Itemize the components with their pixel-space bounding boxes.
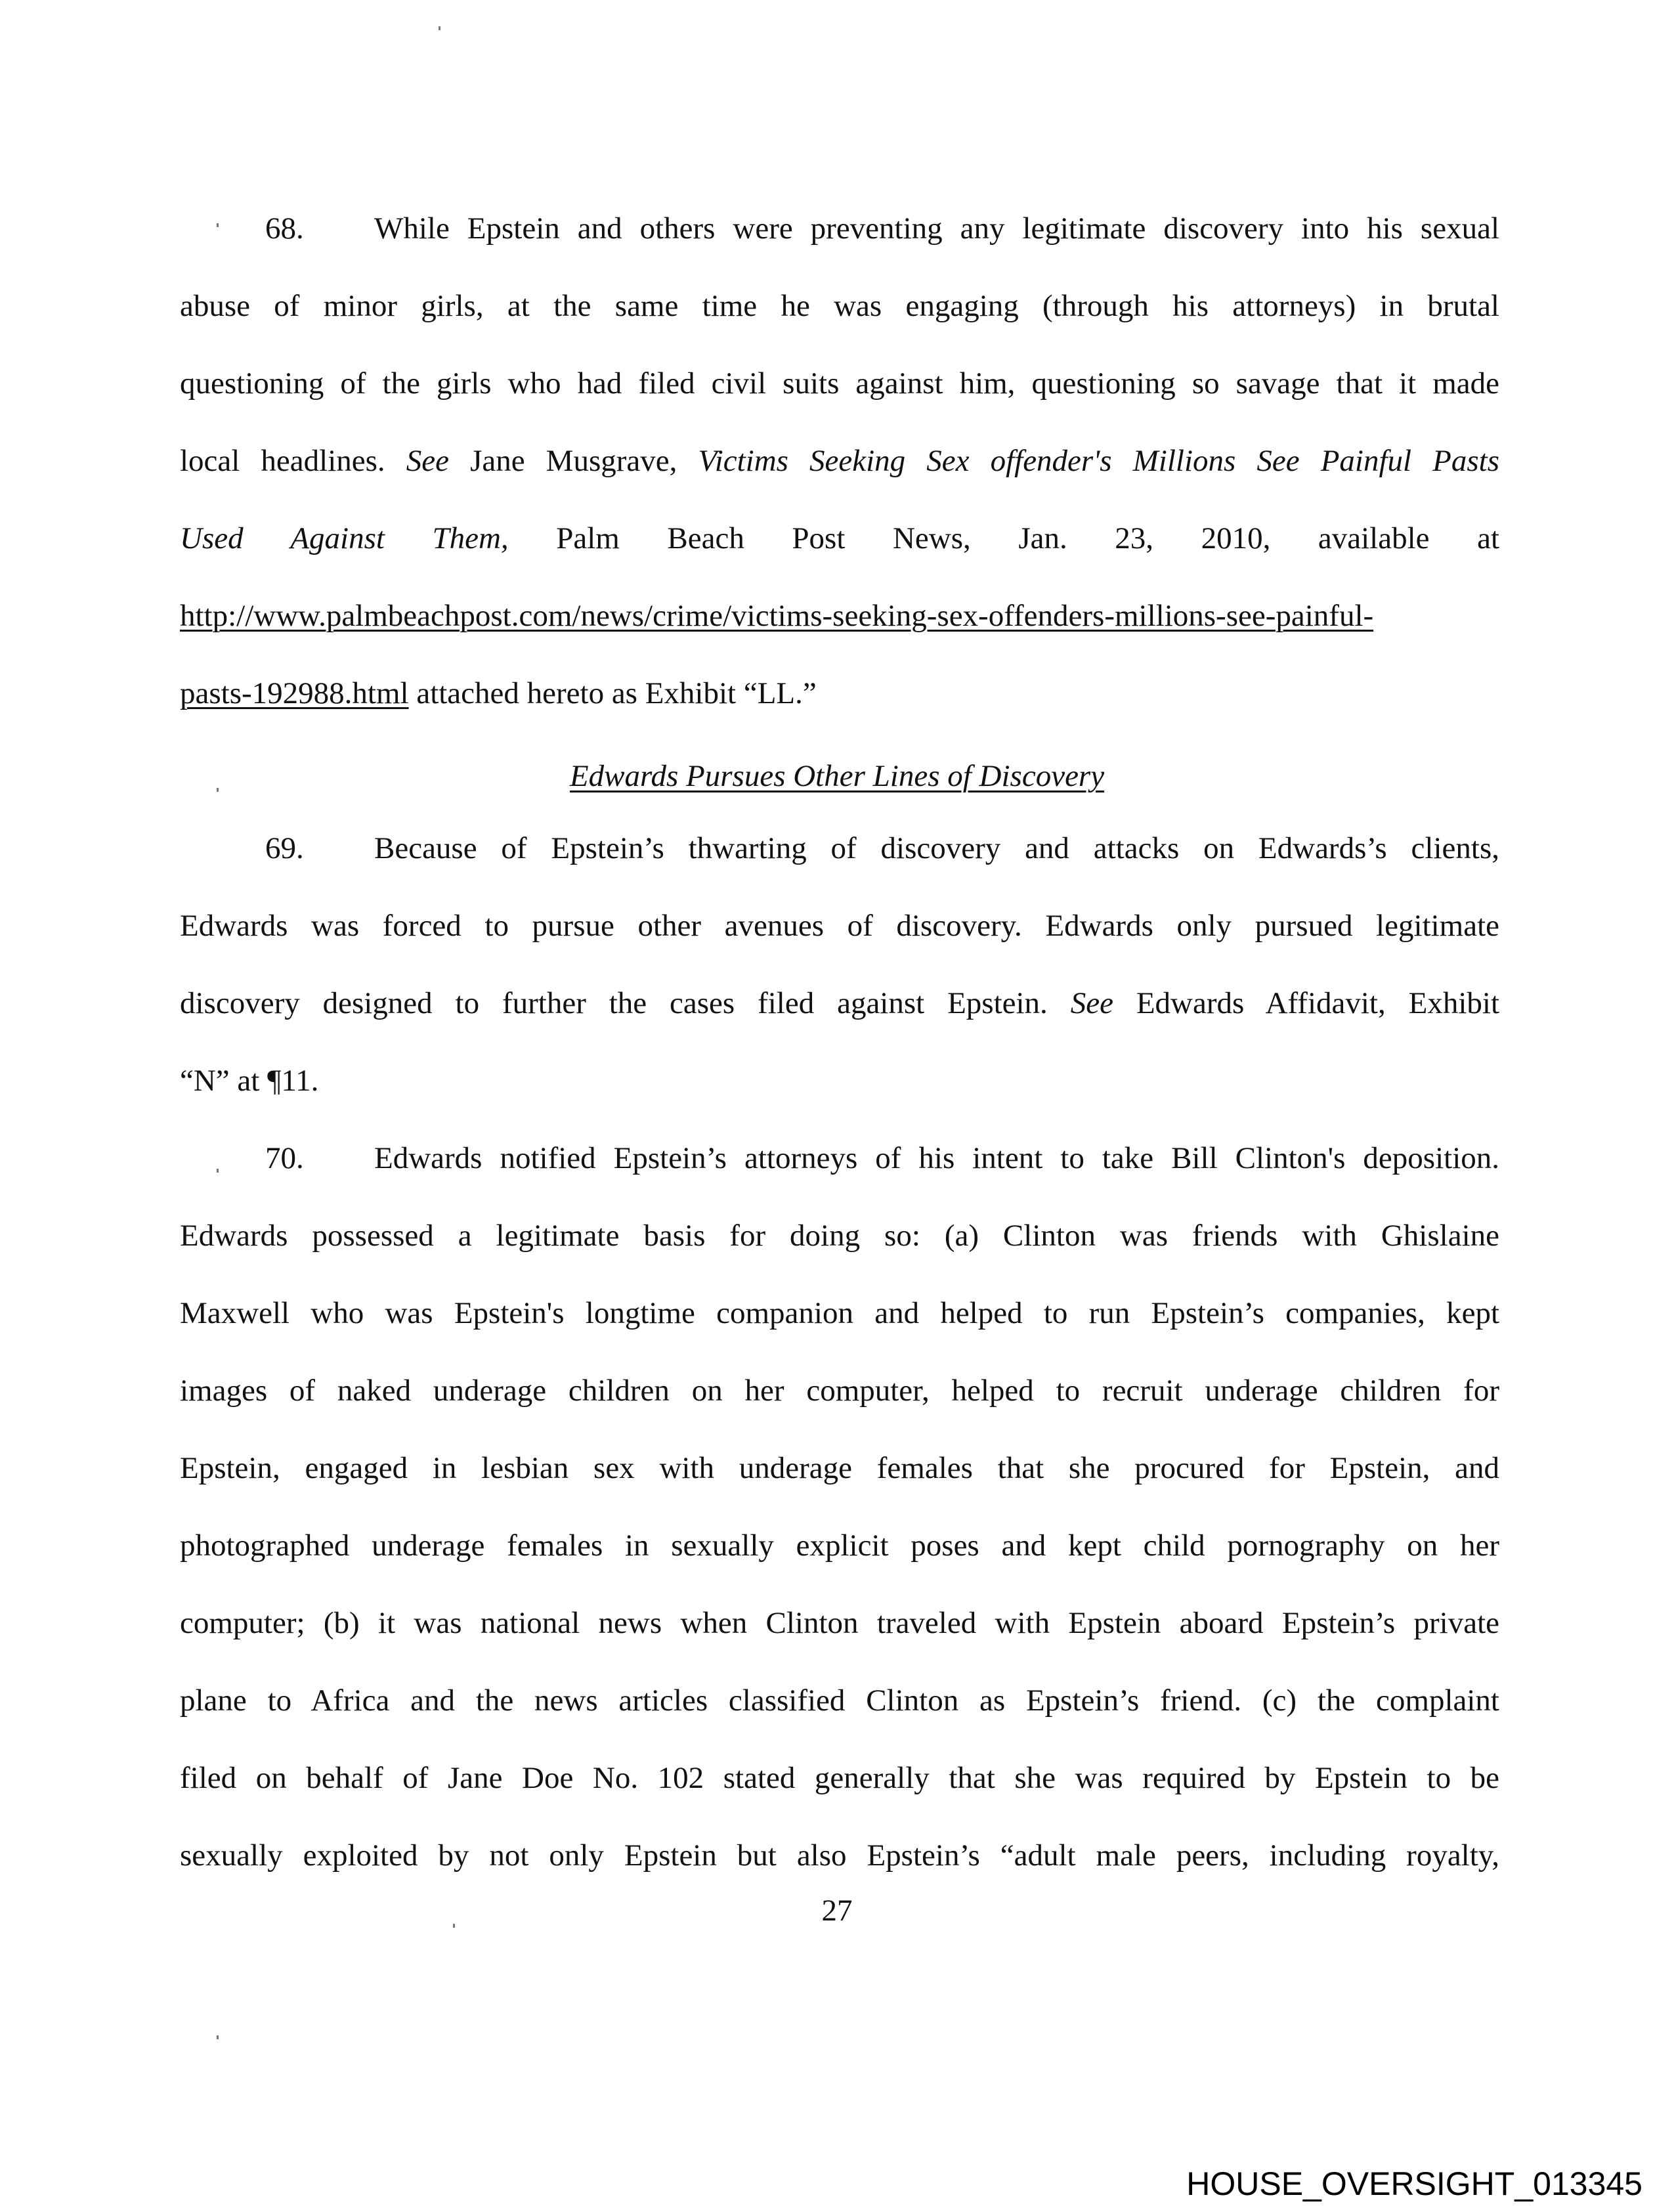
paragraph-line: sexually exploited by not only Epstein but also Epstein’s “adult male peers, including royalty, xyxy=(180,1838,1499,1873)
paragraph-number: 69. xyxy=(265,831,304,865)
paragraph-line: images of naked underage children on her computer, helped to recruit underage children for xyxy=(180,1374,1499,1408)
scan-speck xyxy=(217,788,219,792)
scan-speck xyxy=(217,223,219,227)
paragraph-line: computer; (b) it was national news when Clinton traveled with Epstein aboard Epstein’s private xyxy=(180,1606,1499,1640)
signal-see: See xyxy=(406,444,449,478)
paragraph-line: Edwards was forced to pursue other avenues of discovery. Edwards only pursued legitimate xyxy=(180,909,1499,943)
page-number: 27 xyxy=(821,1894,853,1928)
paragraph-line xyxy=(180,596,1499,636)
bates-number: HOUSE_OVERSIGHT_013345 xyxy=(1186,2165,1642,2202)
paragraph-line: 70. Edwards notified Epstein’s attorneys of his intent to take Bill Clinton's deposition. xyxy=(265,1139,1499,1178)
paragraph-line: questioning of the girls who had filed civil suits against him, questioning so savage that it made xyxy=(180,366,1499,401)
section-heading: Edwards Pursues Other Lines of Discovery xyxy=(569,759,1105,793)
article-url-link-cont[interactable]: pasts-192988.html xyxy=(180,676,409,710)
paragraph-line: 68. While Epstein and others were preventing any legitimate discovery into his sexual xyxy=(265,209,1499,248)
paragraph-line: photographed underage females in sexually explicit poses and kept child pornography on her xyxy=(180,1529,1499,1563)
paragraph-line: Maxwell who was Epstein's longtime companion and helped to run Epstein’s companies, kept xyxy=(180,1296,1499,1330)
paragraph-line: 69. Because of Epstein’s thwarting of discovery and attacks on Edwards’s clients, xyxy=(265,829,1499,868)
paragraph-line: Used Against Them, Palm Beach Post News, Jan. 23, 2010, available at xyxy=(180,521,1499,555)
scan-speck xyxy=(217,2035,219,2039)
paragraph-line: plane to Africa and the news articles classified Clinton as Epstein’s friend. (c) the complaint xyxy=(180,1683,1499,1718)
article-url-link[interactable]: http://www.palmbeachpost.com/news/crime/victims-seeking-sex-offenders-millions-see-painful- xyxy=(180,599,1374,633)
scan-speck xyxy=(439,26,440,30)
signal-see: See xyxy=(1070,986,1113,1020)
paragraph-number: 70. xyxy=(265,1141,304,1175)
scan-speck xyxy=(217,1169,219,1173)
paragraph-line: filed on behalf of Jane Doe No. 102 stated generally that she was required by Epstein to be xyxy=(180,1761,1499,1795)
paragraph-line: abuse of minor girls, at the same time he was engaging (through his attorneys) in brutal xyxy=(180,289,1499,323)
paragraph-number: 68. xyxy=(265,211,304,246)
paragraph-line: local headlines. See Jane Musgrave, Victims Seeking Sex offender's Millions See Painful Pasts xyxy=(180,444,1500,478)
article-title: Victims Seeking Sex offender's Millions See Painful Pasts xyxy=(698,444,1500,478)
paragraph-line: Edwards possessed a legitimate basis for doing so: (a) Clinton was friends with Ghislaine xyxy=(180,1219,1499,1253)
paragraph-line: pasts-192988.html attached hereto as Exhibit “LL.” xyxy=(180,676,817,710)
scan-speck xyxy=(453,1924,455,1928)
article-title-cont: Used Against Them, xyxy=(180,521,509,555)
paragraph-line: discovery designed to further the cases filed against Epstein. See Edwards Affidavit, Exhibit xyxy=(180,986,1499,1020)
paragraph-line: “N” at ¶11. xyxy=(180,1064,319,1098)
paragraph-line: Epstein, engaged in lesbian sex with underage females that she procured for Epstein, and xyxy=(180,1451,1499,1485)
